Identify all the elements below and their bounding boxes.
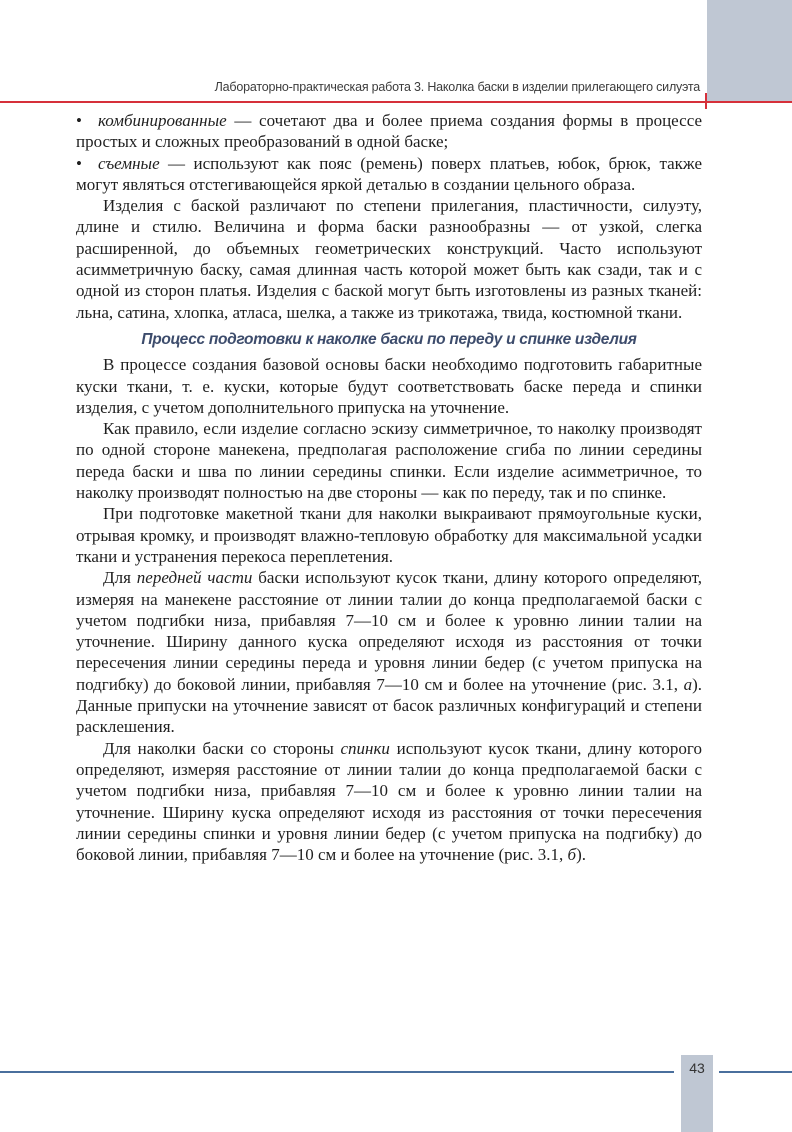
paragraph-term: передней части <box>136 568 253 588</box>
bullet-icon: • <box>76 111 82 130</box>
paragraph-lead: Для наколки баски со стороны <box>103 738 341 758</box>
paragraph-body: используют кусок ткани, длину которого определяют, измеряя расстояние от линии талии до конца предполагаемой баски с учетом подгибки низа, прибавляя 7—10 см и более к уровню линии талии на уточнение. Ширину куска определяют исходя из расстояния от точки пересечения линии середины спинки и уровня линии бедер (с учетом припуска на подгибку) до боковой линии, прибавляя 7—10 см и более на уточнение (рис. 3.1, <box>76 738 702 865</box>
section-subheading: Процесс подготовки к наколке баски по переду и спинке изделия <box>141 330 637 348</box>
paragraph: Как правило, если изделие согласно эскизу симметричное, то наколку производят по одной стороне манекена, предполагая расположение сгиба по линии середины переда баски и шва по линии середины спинки. Если изделие асимметричное, то наколку производят полностью на две стороны — как по переду, так и по спинке. <box>76 419 702 503</box>
paragraph-tail: ). Данные припуски на уточнение зависят от басок различных конфигураций и степени расклешения. <box>76 674 702 737</box>
running-header: Лабораторно-практическая работа 3. Наколка баски в изделии прилегающего силуэта <box>214 80 700 94</box>
paragraph-term: спинки <box>340 738 390 758</box>
header-side-band <box>707 0 792 101</box>
bullet-icon: • <box>76 153 82 173</box>
paragraph <box>76 567 702 737</box>
page-body <box>76 110 702 865</box>
figure-ref: а <box>683 674 693 694</box>
footer-rule <box>0 1071 674 1073</box>
figure-ref: б <box>567 845 577 865</box>
header-rule <box>0 101 792 103</box>
paragraph <box>76 738 702 866</box>
paragraph: При подготовке макетной ткани для наколки выкраивают прямоугольные куски, отрывая кромку, и производят влажно-тепловую обработку для максимальной усадки ткани и устранения перекоса переплетения. <box>76 504 702 566</box>
page-number: 43 <box>689 1060 705 1076</box>
paragraph-lead: Для <box>103 568 137 588</box>
paragraph: Изделия с баской различают по степени прилегания, пластичности, силуэту, длине и стилю. Величина и форма баски разнообразны — от узкой, слегка расширенной, до объемных геометрических конструкций. Часто используют асимметричную баску, самая длинная часть которой может быть как сзади, так и с одной из сторон платья. Изделия с баской могут быть изготовлены из разных тканей: льна, сатина, хлопка, атласа, шелка, а также из трикотажа, твида, костюмной ткани. <box>76 196 702 322</box>
footer-rule <box>719 1071 792 1073</box>
paragraph: В процессе создания базовой основы баски необходимо подготовить габаритные куски ткани, т. е. куски, которые будут соответствовать баске переда и спинки изделия, с учетом дополнительного припуска на уточнение. <box>76 355 702 417</box>
bullet-text: — сочетают два и более приема создания формы в процессе простых и сложных преобразований в одной баске; <box>76 111 702 152</box>
paragraph-body: баски используют кусок ткани, длину которого определяют, измеряя на манекене расстояние от линии талии до конца предполагаемой баски с учетом подгибки низа, прибавляя 7—10 см и более к уровню линии талии на уточнение. Ширину данного куска определяют исходя из расстояния от точки пересечения линии середины переда и уровня линии бедер (с учетом припуска на подгибку) до боковой линии, прибавляя 7—10 см и более на уточнение (рис. 3.1, <box>76 568 702 694</box>
bullet-term: комбинированные <box>98 111 227 130</box>
header-rule-mark <box>705 93 707 109</box>
bullet-text: — используют как пояс (ремень) поверх платьев, юбок, брюк, также могут являться отстегивающейся яркой деталью в создании цельного образа. <box>76 153 702 194</box>
bullet-item <box>76 153 702 196</box>
bullet-term: съемные <box>98 153 160 173</box>
bullet-item <box>76 110 702 153</box>
paragraph-tail: ). <box>576 845 587 865</box>
